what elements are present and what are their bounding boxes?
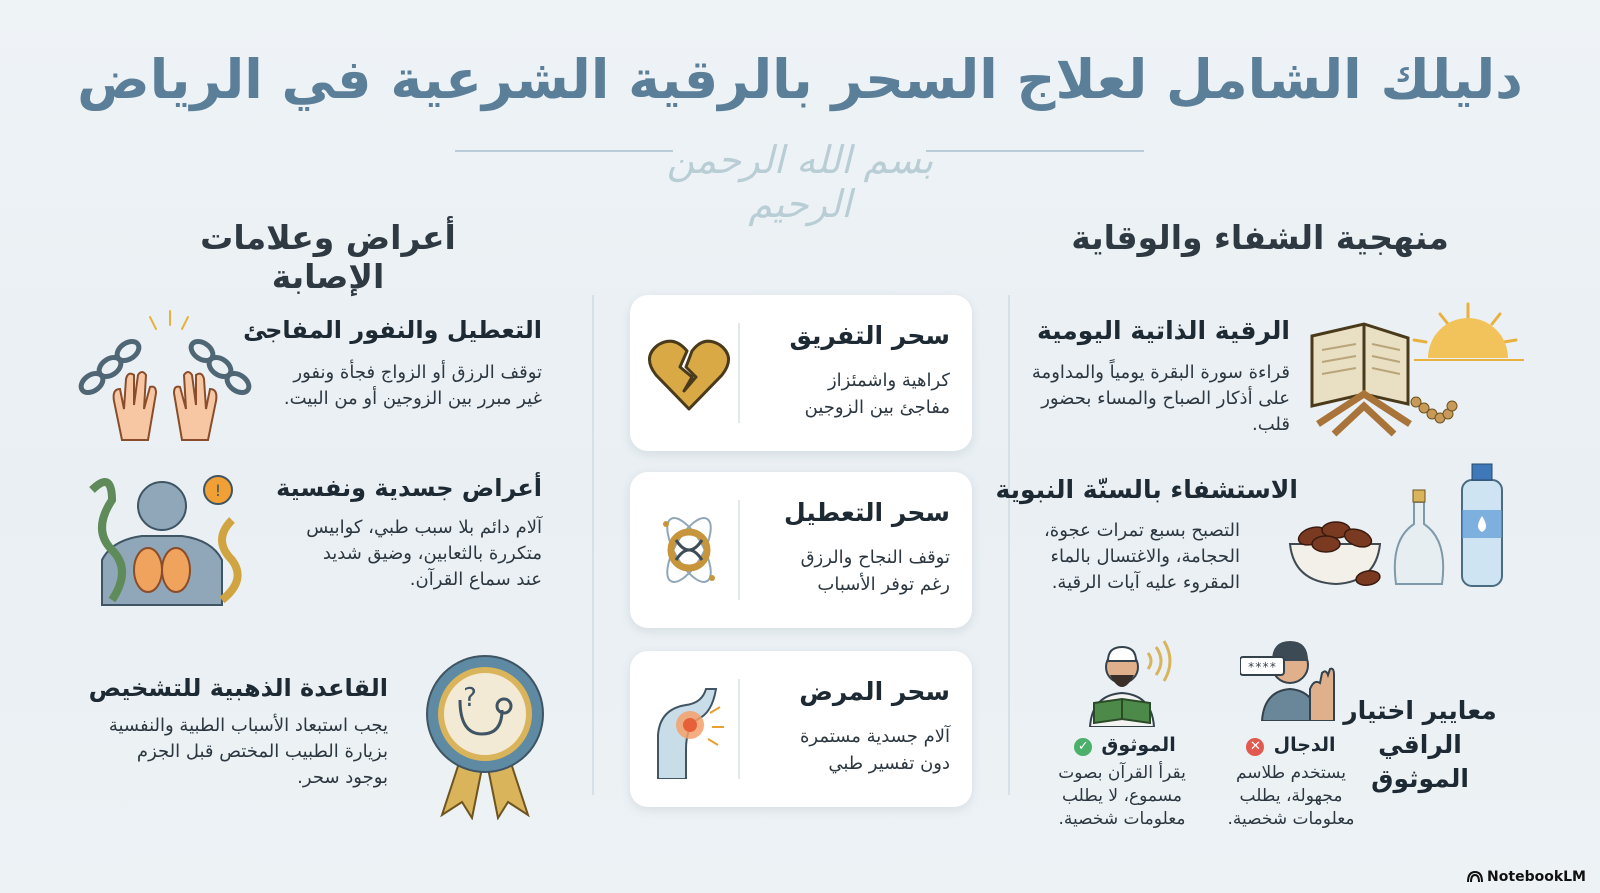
- card-obstruction-magic: [630, 472, 972, 628]
- broken-chain-hands-icon: [70, 305, 260, 445]
- card-separator: [738, 679, 740, 779]
- symptom-title-3: القاعدة الذهبية للتشخيص: [88, 674, 388, 702]
- notebooklm-brand: NotebookLM: [1467, 869, 1586, 885]
- card-illness-magic: [630, 651, 972, 807]
- svg-text:****: ****: [1247, 660, 1277, 674]
- dates-cupping-water-icon: [1286, 460, 1526, 610]
- trusted-reader-icon: [1080, 627, 1174, 727]
- healing-title-1: الرقية الذاتية اليومية: [1036, 316, 1290, 345]
- symptom-title-2: أعراض جسدية ونفسية: [276, 474, 542, 502]
- x-circle-icon: ✕: [1246, 738, 1264, 756]
- symptom-title-1: التعطيل والنفور المفاجئ: [243, 316, 542, 344]
- fraud-text: يستخدم طلاسم مجهولة، يطلب معلومات شخصية.: [1227, 763, 1355, 829]
- healing-title-2: الاستشفاء بالسنّة النبوية: [995, 475, 1298, 504]
- fraud-label: الدجال: [1273, 734, 1336, 756]
- card-text: توقف النجاح والرزق رغم توفر الأسباب: [800, 547, 950, 595]
- card-separator: [738, 323, 740, 423]
- card-text: آلام جسدية مستمرة دون تفسير طبي: [799, 726, 950, 774]
- trusted-label-row: [1060, 734, 1190, 756]
- knot-icon: [646, 500, 732, 600]
- svg-text:?: ?: [463, 683, 477, 713]
- card-title: سحر التعطيل: [783, 498, 950, 527]
- card-separation-magic: [630, 295, 972, 451]
- fraud-label-row: [1226, 734, 1356, 756]
- shoulder-pain-icon: [646, 679, 732, 779]
- trusted-text: يقرأ القرآن بصوت مسموع، لا يطلب معلومات شخصية.: [1058, 763, 1186, 829]
- fraud-person-icon: [1240, 627, 1340, 721]
- symptom-text-1: توقف الرزق أو الزواج فجأة ونفور غير مبرر بين الزوجين أو من البيت.: [283, 362, 542, 409]
- card-title: سحر المرض: [799, 677, 950, 706]
- page-title: دليلك الشامل لعلاج السحر بالرقية الشرعية في الرياض: [77, 48, 1523, 111]
- snake-body-icon: [82, 460, 242, 610]
- trusted-label: الموثوق: [1101, 734, 1176, 756]
- basmala-calligraphy: بسم الله الرحمن الرحيم: [666, 138, 934, 226]
- card-separator: [738, 500, 740, 600]
- divider-left: [592, 295, 594, 795]
- svg-text:!: !: [214, 481, 222, 500]
- healing-heading: منهجية الشفاء والوقاية: [1071, 218, 1449, 257]
- card-text: كراهية واشمئزاز مفاجئ بين الزوجين: [804, 370, 950, 418]
- symptom-text-3: يجب استبعاد الأسباب الطبية والنفسية بزيارة الطبيب المختص قبل الجزم بوجود سحر.: [108, 715, 388, 788]
- symptom-text-2: آلام دائم بلا سبب طبي، كوابيس متكررة بالثعابين، وضيق شديد عند سماع القرآن.: [306, 517, 542, 590]
- healing-text-2: التصبح بسبع تمرات عجوة، الحجامة، والاغتسال بالماء المقروء عليه آيات الرقية.: [1043, 520, 1240, 593]
- check-circle-icon: ✓: [1074, 738, 1092, 756]
- symptoms-heading: أعراض وعلامات الإصابة: [200, 218, 456, 296]
- notebooklm-logo-icon: [1467, 871, 1483, 883]
- healing-text-1: قراءة سورة البقرة يومياً والمداومة على أذكار الصباح والمساء بحضور قلب.: [1031, 362, 1290, 435]
- criteria-title: معايير اختيار الراقي الموثوق: [1343, 696, 1497, 793]
- card-title: سحر التفريق: [789, 321, 950, 350]
- stethoscope-badge-icon: [420, 650, 550, 820]
- quran-sun-icon: [1304, 294, 1534, 454]
- broken-heart-icon: [646, 323, 732, 423]
